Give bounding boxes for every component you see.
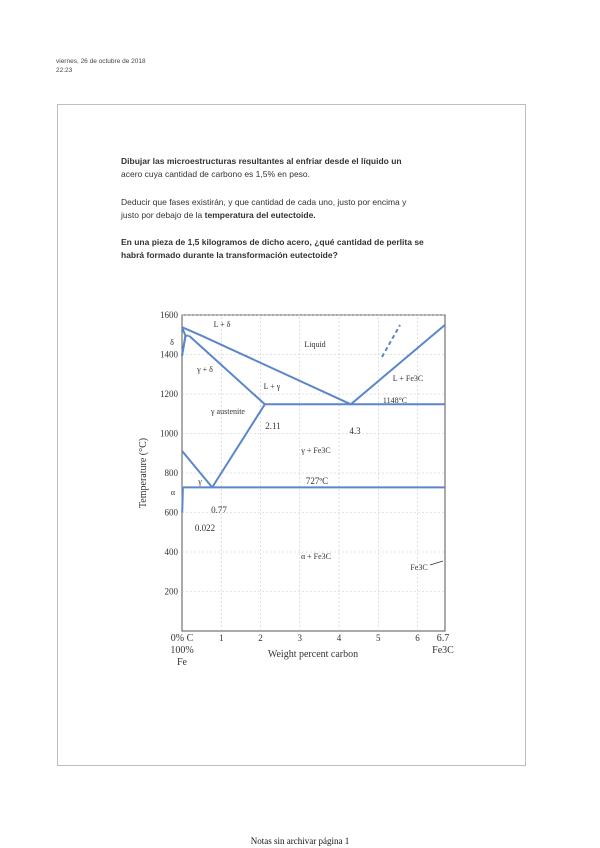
label-eutectic-t: 1148°C <box>382 396 408 405</box>
question-2-line1: Deducir que fases existirán, y que cantidad de cada uno, justo por encima y <box>121 197 407 207</box>
x-start-label: 0% C <box>170 633 194 644</box>
region-delta: δ <box>170 338 174 347</box>
x-tick-label: 3 <box>297 633 303 643</box>
question-1 <box>121 155 461 181</box>
region-gamma-delta: γ + δ <box>197 365 213 374</box>
x-axis-label: Weight percent carbon <box>267 649 359 660</box>
phase-line-solvus_alpha <box>182 487 183 512</box>
region-l-fe3c: L + Fe3C <box>392 374 424 383</box>
x-end-sub: Fe3C <box>432 645 454 656</box>
region-gamma-fe3c: γ + Fe3C <box>301 446 331 455</box>
question-3-line2: habrá formado durante la transformación eutectoide? <box>121 250 338 260</box>
y-tick-label: 800 <box>164 468 178 478</box>
question-1-bold: Dibujar las microestructuras resultantes al enfriar desde el líquido un <box>121 156 402 166</box>
region-alpha-fe3c: α + Fe3C <box>300 552 332 561</box>
phase-line-a3 <box>182 451 212 488</box>
y-tick-label: 1000 <box>160 428 178 439</box>
question-1-rest: acero cuya cantidad de carbono es 1,5% en peso. <box>121 169 311 179</box>
x-start-sub2: Fe <box>177 657 187 668</box>
x-end-label: 6.7 <box>436 633 450 644</box>
question-2 <box>121 196 461 222</box>
liquidus-dashed <box>382 325 400 357</box>
label-eutectoid-t: 727ºC <box>305 476 329 486</box>
region-alpha: α <box>170 488 176 497</box>
delta-region-line <box>182 336 186 356</box>
y-tick-label: 600 <box>164 507 178 518</box>
y-tick-label: 200 <box>164 586 178 597</box>
note-date: viernes, 26 de octubre de 2018 <box>56 58 146 65</box>
note-timestamp <box>56 57 146 75</box>
question-2-line2-start: justo por debajo de la <box>121 210 205 220</box>
page-footer: Notas sin archivar página 1 <box>250 836 350 846</box>
region-liquid: Liquid <box>304 340 326 349</box>
x-tick-label: 2 <box>258 633 263 643</box>
x-tick-label: 5 <box>376 633 381 643</box>
y-tick-label: 1600 <box>160 310 178 320</box>
question-2-bold: temperatura del eutectoide. <box>204 210 316 220</box>
region-austenite: γ austenite <box>211 407 245 416</box>
region-fe3c: Fe3C <box>410 563 428 572</box>
y-tick-label: 1200 <box>160 389 178 399</box>
x-start-sub1: 100% <box>170 645 194 656</box>
phase-diagram-chart <box>130 303 460 673</box>
phase-line-acm <box>212 404 265 487</box>
x-tick-label: 6 <box>415 633 420 643</box>
fe3c-arrow <box>430 561 443 565</box>
y-tick-label: 400 <box>164 547 178 557</box>
region-l-gamma: L + γ <box>263 382 281 391</box>
label-alpha-max: 0.022 <box>194 523 216 533</box>
label-eutectoid-c: 0.77 <box>211 505 227 515</box>
label-max-gamma: 2.11 <box>265 421 281 431</box>
question-3-line1: En una pieza de 1,5 kilogramos de dicho acero, ¿qué cantidad de perlita se <box>121 237 424 247</box>
x-tick-label: 4 <box>336 633 342 643</box>
label-eutectic-c: 4.3 <box>349 426 361 436</box>
question-3 <box>121 236 461 262</box>
x-tick-label: 1 <box>219 633 224 643</box>
y-axis-label: Temperature (°C) <box>138 437 149 509</box>
y-tick-label: 1400 <box>160 349 178 360</box>
note-time: 22:23 <box>56 67 73 74</box>
region-l-delta: L + δ <box>213 320 231 329</box>
region-gamma: γ <box>198 477 202 486</box>
